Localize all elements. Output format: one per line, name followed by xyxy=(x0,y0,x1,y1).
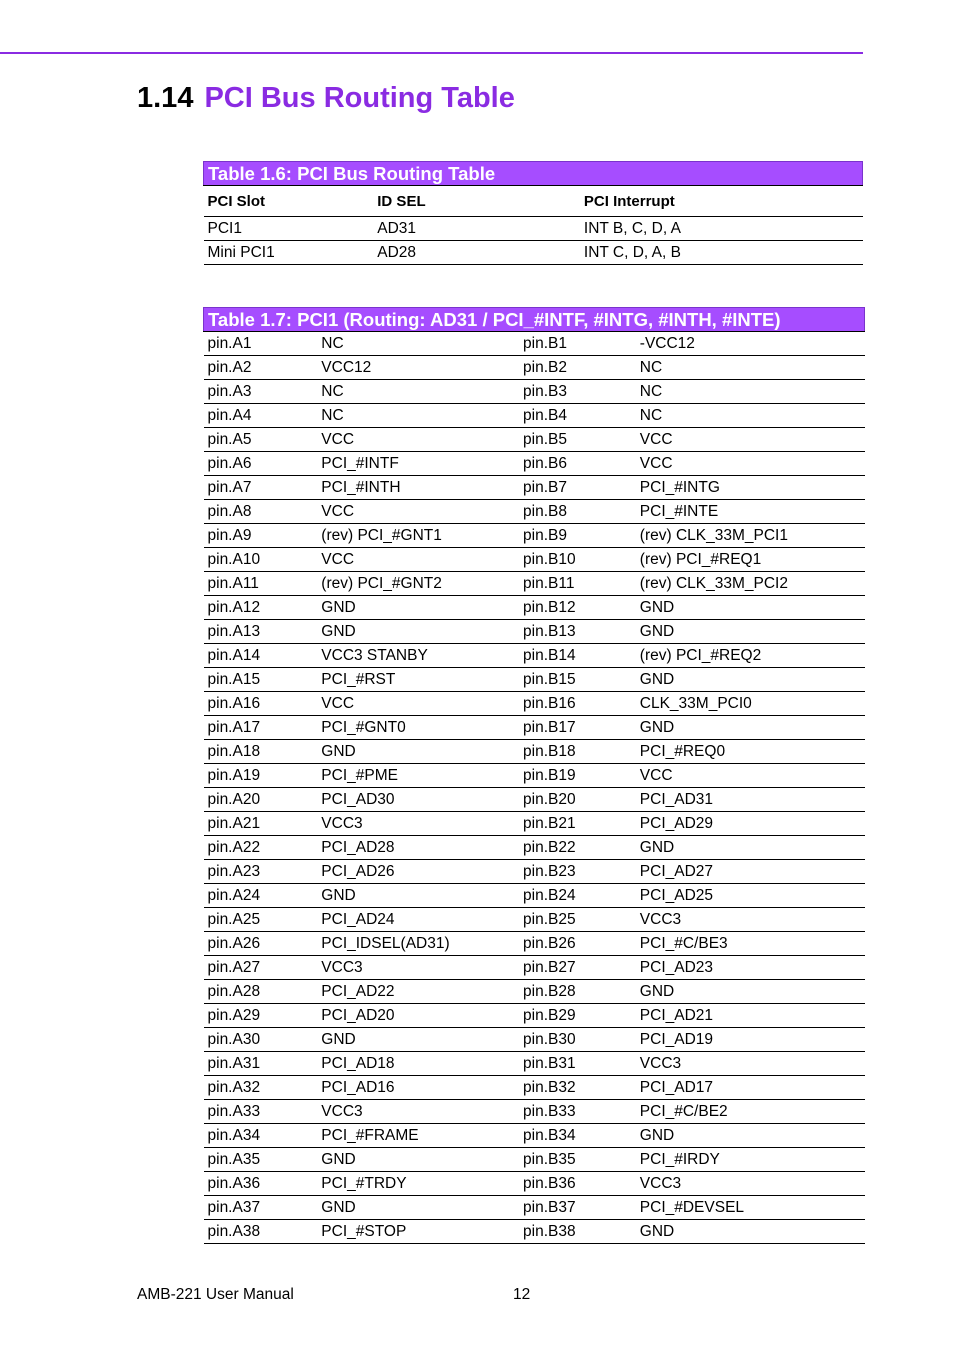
table-cell: pin.B5 xyxy=(519,428,636,452)
table-cell: pin.B37 xyxy=(519,1196,636,1220)
table-cell: pin.A23 xyxy=(204,860,318,884)
table-cell: pin.A9 xyxy=(204,524,318,548)
table-cell: pin.B30 xyxy=(519,1028,636,1052)
table-cell: pin.A14 xyxy=(204,644,318,668)
table-cell: pin.A16 xyxy=(204,692,318,716)
table-cell: pin.B13 xyxy=(519,620,636,644)
table-row xyxy=(204,1052,865,1076)
table-cell: pin.A20 xyxy=(204,788,318,812)
table-cell: PCI_AD20 xyxy=(317,1004,519,1028)
table-row xyxy=(204,524,865,548)
table-row xyxy=(204,812,865,836)
table-row xyxy=(204,332,865,356)
header-rule xyxy=(0,52,863,54)
table-cell: pin.B2 xyxy=(519,356,636,380)
table-cell: -VCC12 xyxy=(636,332,865,356)
table-row xyxy=(204,572,865,596)
table-cell: pin.B29 xyxy=(519,1004,636,1028)
table-cell: pin.B9 xyxy=(519,524,636,548)
table-cell: GND xyxy=(317,1196,519,1220)
table-row xyxy=(204,692,865,716)
table-cell: GND xyxy=(636,716,865,740)
table-cell: pin.A21 xyxy=(204,812,318,836)
table-cell: pin.B20 xyxy=(519,788,636,812)
table-cell: pin.B10 xyxy=(519,548,636,572)
table-cell: pin.A36 xyxy=(204,1172,318,1196)
table-cell: PCI_AD17 xyxy=(636,1076,865,1100)
table-cell: pin.B18 xyxy=(519,740,636,764)
table-row xyxy=(204,404,865,428)
column-header: PCI Slot xyxy=(204,186,374,217)
table-cell: (rev) PCI_#REQ1 xyxy=(636,548,865,572)
table-cell: NC xyxy=(636,356,865,380)
table-cell: VCC3 xyxy=(317,1100,519,1124)
table-cell: CLK_33M_PCI0 xyxy=(636,692,865,716)
table-cell: NC xyxy=(636,404,865,428)
table-cell: pin.A37 xyxy=(204,1196,318,1220)
table-cell: NC xyxy=(317,332,519,356)
table-cell: pin.A15 xyxy=(204,668,318,692)
table-cell: pin.B24 xyxy=(519,884,636,908)
table-cell: PCI_AD23 xyxy=(636,956,865,980)
table-cell: INT B, C, D, A xyxy=(580,217,863,241)
table-row xyxy=(204,452,865,476)
table-cell: pin.A10 xyxy=(204,548,318,572)
table-cell: GND xyxy=(636,668,865,692)
table-cell: pin.B17 xyxy=(519,716,636,740)
table-cell: pin.A29 xyxy=(204,1004,318,1028)
table-cell: pin.A6 xyxy=(204,452,318,476)
table-cell: pin.B36 xyxy=(519,1172,636,1196)
table-cell: VCC xyxy=(317,548,519,572)
table-row xyxy=(204,1100,865,1124)
table-cell: pin.A30 xyxy=(204,1028,318,1052)
table-cell: GND xyxy=(317,1028,519,1052)
table-row xyxy=(204,668,865,692)
table-cell: PCI_AD31 xyxy=(636,788,865,812)
table-cell: pin.B16 xyxy=(519,692,636,716)
table-cell: PCI_AD30 xyxy=(317,788,519,812)
table-caption: Table 1.6: PCI Bus Routing Table xyxy=(204,162,863,186)
table-cell: PCI_#IRDY xyxy=(636,1148,865,1172)
table-cell: GND xyxy=(636,836,865,860)
table-cell: PCI_#C/BE2 xyxy=(636,1100,865,1124)
table-cell: pin.B31 xyxy=(519,1052,636,1076)
table-cell: pin.A5 xyxy=(204,428,318,452)
table-row xyxy=(204,644,865,668)
table-cell: pin.A31 xyxy=(204,1052,318,1076)
table-cell: GND xyxy=(317,884,519,908)
table-row xyxy=(204,764,865,788)
table-cell: pin.A2 xyxy=(204,356,318,380)
table-row xyxy=(204,217,863,241)
table-row xyxy=(204,908,865,932)
table-row xyxy=(204,1076,865,1100)
table-cell: (rev) PCI_#REQ2 xyxy=(636,644,865,668)
table-cell: pin.A18 xyxy=(204,740,318,764)
table-cell: pin.B12 xyxy=(519,596,636,620)
table-cell: PCI_AD25 xyxy=(636,884,865,908)
table-row xyxy=(204,596,865,620)
table-cell: PCI_AD29 xyxy=(636,812,865,836)
page-number: 12 xyxy=(513,1286,531,1303)
table-cell: pin.B22 xyxy=(519,836,636,860)
table-row xyxy=(204,1124,865,1148)
table-cell: pin.B21 xyxy=(519,812,636,836)
table-cell: PCI_IDSEL(AD31) xyxy=(317,932,519,956)
table-cell: AD31 xyxy=(373,217,580,241)
table-cell: pin.B8 xyxy=(519,500,636,524)
table-cell: VCC3 xyxy=(636,1052,865,1076)
table-row xyxy=(204,356,865,380)
table-cell: pin.A38 xyxy=(204,1220,318,1244)
table-row xyxy=(204,932,865,956)
table-cell: VCC3 xyxy=(317,812,519,836)
table-cell: GND xyxy=(636,620,865,644)
table-cell: NC xyxy=(636,380,865,404)
table-cell: PCI_#DEVSEL xyxy=(636,1196,865,1220)
table-row xyxy=(204,860,865,884)
table-cell: pin.B33 xyxy=(519,1100,636,1124)
section-heading xyxy=(137,82,515,115)
table-cell: (rev) CLK_33M_PCI2 xyxy=(636,572,865,596)
table-cell: (rev) PCI_#GNT1 xyxy=(317,524,519,548)
table-cell: pin.A25 xyxy=(204,908,318,932)
table-row xyxy=(204,380,865,404)
table-cell: AD28 xyxy=(373,241,580,265)
table-row xyxy=(204,836,865,860)
table-cell: pin.B4 xyxy=(519,404,636,428)
table-cell: pin.B34 xyxy=(519,1124,636,1148)
table-cell: pin.B1 xyxy=(519,332,636,356)
table-cell: pin.B19 xyxy=(519,764,636,788)
table-cell: pin.B38 xyxy=(519,1220,636,1244)
table-row xyxy=(204,241,863,265)
table-cell: Mini PCI1 xyxy=(204,241,374,265)
table-cell: PCI_#INTH xyxy=(317,476,519,500)
table-row xyxy=(204,1172,865,1196)
table-cell: pin.A32 xyxy=(204,1076,318,1100)
table-cell: pin.B26 xyxy=(519,932,636,956)
table-cell: VCC xyxy=(317,500,519,524)
table-row xyxy=(204,884,865,908)
table-caption: Table 1.7: PCI1 (Routing: AD31 / PCI_#INTF, #INTG, #INTH, #INTE) xyxy=(204,308,865,332)
table-row xyxy=(204,740,865,764)
table-row xyxy=(204,1004,865,1028)
table-cell: pin.B15 xyxy=(519,668,636,692)
table-cell: PCI_AD21 xyxy=(636,1004,865,1028)
table-cell: pin.A22 xyxy=(204,836,318,860)
table-cell: PCI_#STOP xyxy=(317,1220,519,1244)
column-header: PCI Interrupt xyxy=(580,186,863,217)
table-cell: GND xyxy=(317,740,519,764)
table-cell: PCI_AD24 xyxy=(317,908,519,932)
table-cell: VCC xyxy=(317,428,519,452)
table-cell: VCC xyxy=(636,452,865,476)
table-row xyxy=(204,956,865,980)
table-cell: VCC3 xyxy=(636,1172,865,1196)
table-row xyxy=(204,716,865,740)
table-cell: PCI_#C/BE3 xyxy=(636,932,865,956)
table-row xyxy=(204,788,865,812)
pci-bus-routing-table xyxy=(203,161,863,265)
table-cell: PCI_#INTE xyxy=(636,500,865,524)
table-cell: VCC3 xyxy=(317,956,519,980)
table-cell: pin.A1 xyxy=(204,332,318,356)
table-cell: pin.A3 xyxy=(204,380,318,404)
table-cell: pin.A4 xyxy=(204,404,318,428)
table-cell: VCC3 STANBY xyxy=(317,644,519,668)
table-row xyxy=(204,548,865,572)
table-cell: PCI1 xyxy=(204,217,374,241)
table-cell: VCC12 xyxy=(317,356,519,380)
table-cell: pin.A27 xyxy=(204,956,318,980)
table-cell: PCI_AD28 xyxy=(317,836,519,860)
table-cell: pin.A8 xyxy=(204,500,318,524)
table-cell: pin.A7 xyxy=(204,476,318,500)
table-cell: pin.B7 xyxy=(519,476,636,500)
table-cell: PCI_#INTG xyxy=(636,476,865,500)
table-cell: PCI_AD16 xyxy=(317,1076,519,1100)
column-header: ID SEL xyxy=(373,186,580,217)
table-cell: GND xyxy=(636,1220,865,1244)
section-number: 1.14 xyxy=(137,82,194,114)
table-row xyxy=(204,980,865,1004)
table-cell: (rev) CLK_33M_PCI1 xyxy=(636,524,865,548)
table-cell: pin.A17 xyxy=(204,716,318,740)
table-cell: PCI_AD27 xyxy=(636,860,865,884)
table-cell: GND xyxy=(636,1124,865,1148)
table-cell: PCI_#TRDY xyxy=(317,1172,519,1196)
table-cell: PCI_#RST xyxy=(317,668,519,692)
table-cell: pin.B3 xyxy=(519,380,636,404)
table-row xyxy=(204,1220,865,1244)
table-row xyxy=(204,1148,865,1172)
table-cell: pin.B35 xyxy=(519,1148,636,1172)
table-cell: GND xyxy=(317,620,519,644)
table-row xyxy=(204,1028,865,1052)
table-cell: pin.A11 xyxy=(204,572,318,596)
table-cell: pin.A13 xyxy=(204,620,318,644)
footer-manual-name: AMB-221 User Manual xyxy=(137,1286,294,1303)
table-cell: INT C, D, A, B xyxy=(580,241,863,265)
table-cell: pin.B25 xyxy=(519,908,636,932)
table-cell: NC xyxy=(317,380,519,404)
table-cell: pin.B6 xyxy=(519,452,636,476)
table-cell: PCI_AD22 xyxy=(317,980,519,1004)
table-cell: VCC xyxy=(636,764,865,788)
table-cell: pin.A12 xyxy=(204,596,318,620)
table-cell: PCI_#REQ0 xyxy=(636,740,865,764)
table-cell: PCI_#INTF xyxy=(317,452,519,476)
table-cell: pin.A35 xyxy=(204,1148,318,1172)
table-cell: PCI_AD18 xyxy=(317,1052,519,1076)
table-cell: pin.B23 xyxy=(519,860,636,884)
table-cell: pin.B32 xyxy=(519,1076,636,1100)
table-cell: PCI_#FRAME xyxy=(317,1124,519,1148)
table-cell: pin.A26 xyxy=(204,932,318,956)
table-header-row xyxy=(204,186,863,217)
table-cell: VCC xyxy=(317,692,519,716)
table-cell: pin.A28 xyxy=(204,980,318,1004)
table-cell: NC xyxy=(317,404,519,428)
table-cell: GND xyxy=(317,596,519,620)
table-cell: pin.B28 xyxy=(519,980,636,1004)
table-cell: VCC xyxy=(636,428,865,452)
table-cell: GND xyxy=(636,596,865,620)
table-cell: (rev) PCI_#GNT2 xyxy=(317,572,519,596)
section-title: PCI Bus Routing Table xyxy=(204,82,515,114)
table-row xyxy=(204,428,865,452)
table-row xyxy=(204,1196,865,1220)
table-cell: GND xyxy=(317,1148,519,1172)
table-cell: pin.B27 xyxy=(519,956,636,980)
table-cell: pin.B14 xyxy=(519,644,636,668)
table-cell: pin.A19 xyxy=(204,764,318,788)
table-cell: pin.A34 xyxy=(204,1124,318,1148)
table-cell: pin.A24 xyxy=(204,884,318,908)
table-cell: PCI_#GNT0 xyxy=(317,716,519,740)
table-cell: PCI_AD19 xyxy=(636,1028,865,1052)
table-cell: pin.B11 xyxy=(519,572,636,596)
table-cell: pin.A33 xyxy=(204,1100,318,1124)
table-cell: PCI_AD26 xyxy=(317,860,519,884)
pci1-pin-table xyxy=(203,307,865,1244)
table-cell: VCC3 xyxy=(636,908,865,932)
table-row xyxy=(204,476,865,500)
table-row xyxy=(204,500,865,524)
table-cell: GND xyxy=(636,980,865,1004)
table-row xyxy=(204,620,865,644)
table-cell: PCI_#PME xyxy=(317,764,519,788)
